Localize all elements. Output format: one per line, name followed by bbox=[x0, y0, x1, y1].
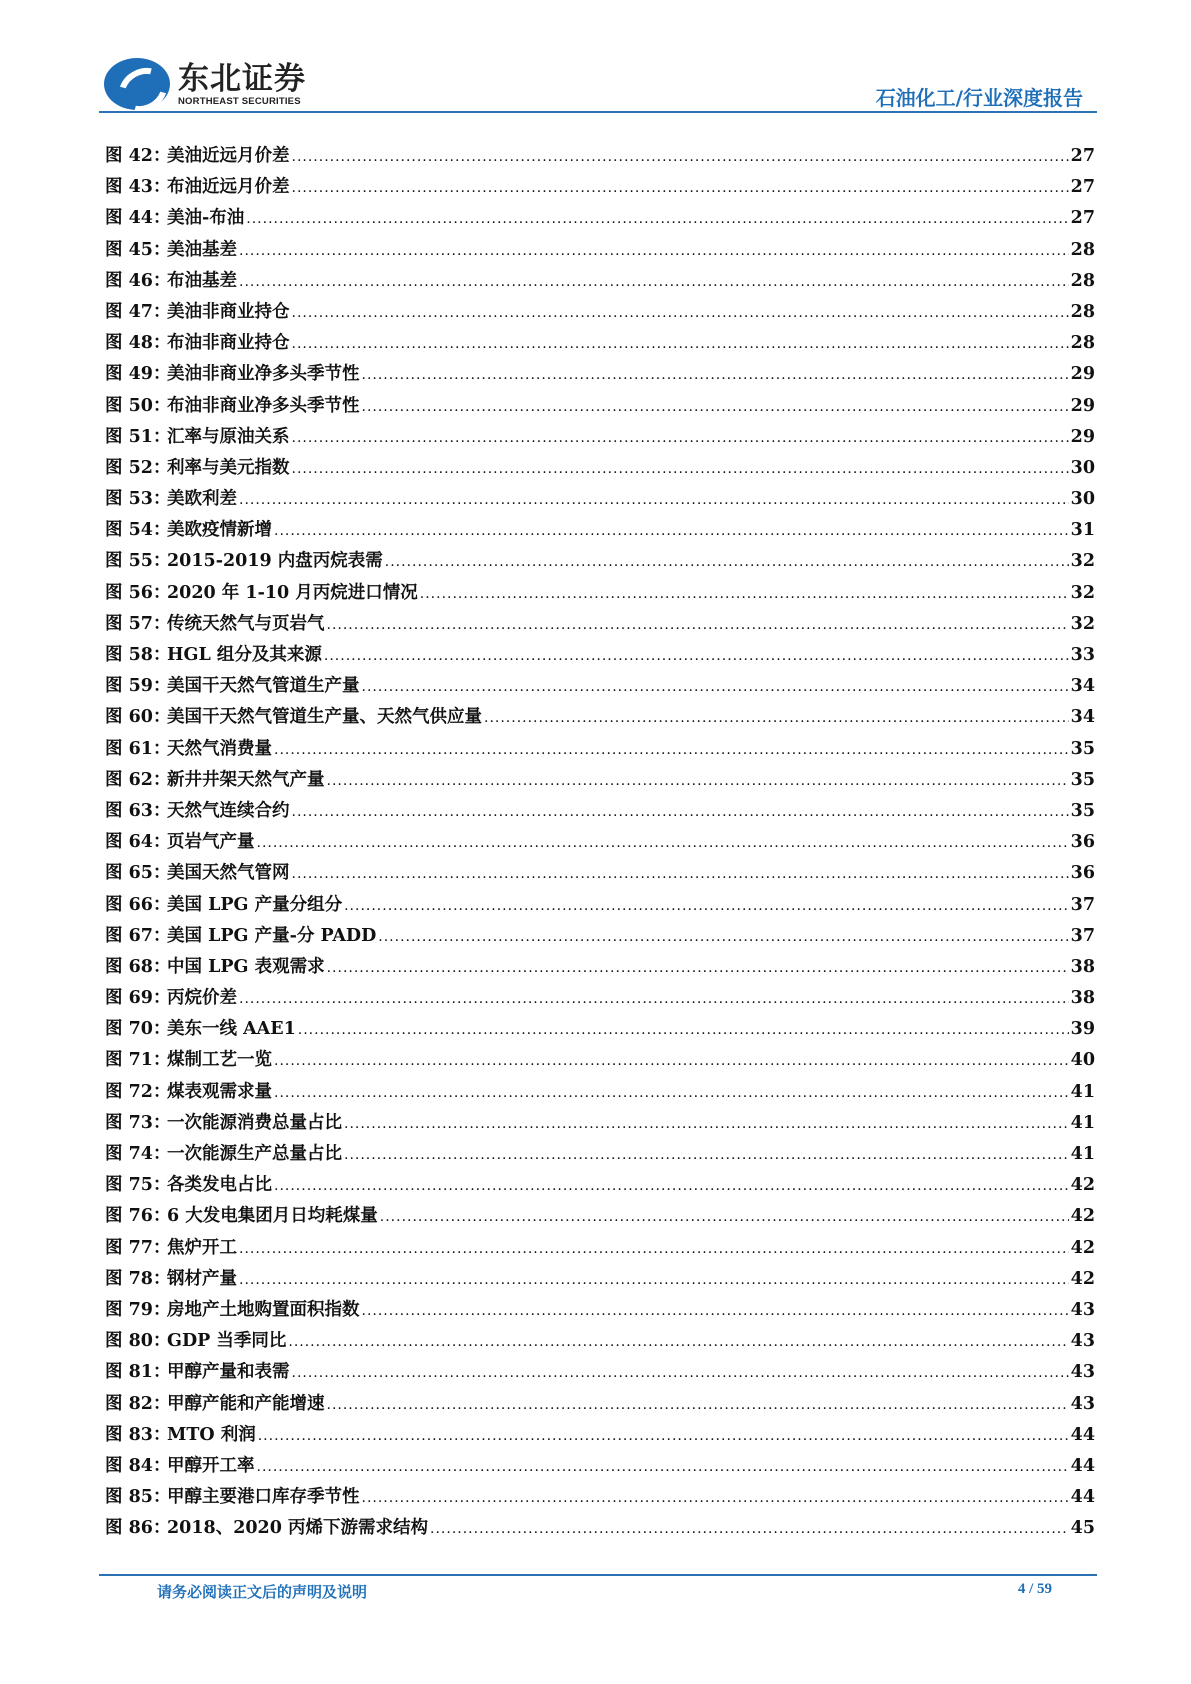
toc-entry[interactable] bbox=[105, 1015, 1095, 1046]
leader-dots bbox=[274, 523, 1069, 539]
figure-title: 美油-布油 bbox=[167, 208, 245, 229]
figure-number: 图 74： bbox=[105, 1144, 171, 1164]
leader-dots bbox=[292, 1365, 1069, 1381]
leader-dots bbox=[484, 710, 1069, 726]
page-ref: 30 bbox=[1070, 457, 1095, 478]
leader-dots bbox=[362, 1490, 1069, 1506]
toc-entry[interactable] bbox=[105, 953, 1095, 984]
toc-entry[interactable] bbox=[105, 1483, 1095, 1514]
figure-number: 图 44： bbox=[105, 208, 171, 229]
toc-entry[interactable] bbox=[105, 516, 1095, 547]
page-ref: 38 bbox=[1070, 956, 1095, 977]
leader-dots bbox=[239, 274, 1069, 290]
figure-title: 天然气消费量 bbox=[167, 738, 272, 759]
figure-number: 图 76： bbox=[105, 1206, 171, 1227]
figure-title: 美欧疫情新增 bbox=[167, 520, 272, 541]
toc-entry[interactable] bbox=[105, 1421, 1095, 1452]
toc-entry[interactable] bbox=[105, 797, 1095, 828]
page-ref: 38 bbox=[1070, 988, 1095, 1009]
figure-number: 图 62： bbox=[105, 769, 171, 790]
page-ref: 41 bbox=[1070, 1112, 1095, 1133]
figure-number: 图 79： bbox=[105, 1299, 171, 1320]
footer-divider bbox=[99, 1574, 1097, 1576]
leader-dots bbox=[246, 211, 1068, 227]
page-ref: 43 bbox=[1070, 1393, 1095, 1414]
leader-dots bbox=[298, 1022, 1069, 1038]
toc-entry[interactable] bbox=[105, 423, 1095, 454]
figure-title: 布油非商业净多头季节性 bbox=[167, 395, 360, 416]
toc-entry[interactable] bbox=[105, 828, 1095, 859]
footer-disclaimer: 请务必阅读正文后的声明及说明 bbox=[157, 1583, 368, 1601]
page-ref: 37 bbox=[1070, 894, 1095, 915]
toc-entry[interactable] bbox=[105, 1358, 1095, 1389]
toc-entry[interactable] bbox=[105, 891, 1095, 922]
figure-title: 2020 年 1-10 月丙烷进口情况 bbox=[167, 582, 418, 603]
figure-title: 6 大发电集团月日均耗煤量 bbox=[167, 1206, 378, 1227]
figure-number: 图 54： bbox=[105, 520, 171, 541]
figure-number: 图 61： bbox=[105, 738, 171, 759]
toc-entry[interactable] bbox=[105, 1296, 1095, 1327]
toc-entry[interactable] bbox=[105, 1514, 1095, 1545]
figure-title: 中国 LPG 表观需求 bbox=[167, 956, 325, 977]
leader-dots bbox=[292, 804, 1069, 820]
figure-number: 图 51： bbox=[105, 426, 171, 447]
figure-title: 美国干天然气管道生产量、天然气供应量 bbox=[167, 707, 482, 728]
figure-title: 2018、2020 丙烯下游需求结构 bbox=[167, 1518, 429, 1539]
page-ref: 44 bbox=[1070, 1455, 1095, 1476]
figure-title: 煤制工艺一览 bbox=[167, 1050, 272, 1071]
figure-number: 图 64： bbox=[105, 832, 171, 853]
figure-title: 美油非商业净多头季节性 bbox=[167, 364, 360, 385]
figure-number: 图 53： bbox=[105, 489, 171, 510]
figure-title: 丙烷价差 bbox=[167, 988, 237, 1009]
page-ref: 37 bbox=[1070, 925, 1095, 946]
toc-entry[interactable] bbox=[105, 236, 1095, 267]
page-ref: 41 bbox=[1070, 1081, 1095, 1102]
figure-title: 美东一线 AAE1 bbox=[167, 1019, 296, 1040]
leader-dots bbox=[288, 1334, 1068, 1350]
toc-entry[interactable] bbox=[105, 641, 1095, 672]
figure-title: HGL 组分及其来源 bbox=[167, 645, 322, 665]
figure-title: 利率与美元指数 bbox=[167, 457, 290, 478]
page-ref: 36 bbox=[1070, 863, 1095, 884]
figure-title: 一次能源生产总量占比 bbox=[167, 1144, 342, 1164]
toc-entry[interactable] bbox=[105, 454, 1095, 485]
figure-number: 图 68： bbox=[105, 956, 171, 977]
figure-title: 美国 LPG 产量分组分 bbox=[167, 894, 343, 915]
figure-title: 焦炉开工 bbox=[167, 1237, 237, 1258]
leader-dots bbox=[385, 554, 1069, 570]
leader-dots bbox=[362, 1303, 1069, 1319]
figure-number: 图 84： bbox=[105, 1455, 171, 1476]
toc-entry[interactable] bbox=[105, 610, 1095, 641]
toc-entry[interactable] bbox=[105, 1046, 1095, 1077]
figure-title: 美国 LPG 产量-分 PADD bbox=[167, 925, 377, 946]
figure-number: 图 59： bbox=[105, 676, 171, 697]
page-ref: 39 bbox=[1070, 1019, 1095, 1040]
page-ref: 45 bbox=[1070, 1518, 1095, 1539]
leader-dots bbox=[292, 336, 1069, 352]
toc-entry[interactable] bbox=[105, 1234, 1095, 1265]
page-ref: 44 bbox=[1070, 1487, 1095, 1508]
leader-dots bbox=[274, 1085, 1069, 1101]
figure-number: 图 80： bbox=[105, 1331, 171, 1352]
leader-dots bbox=[239, 492, 1069, 508]
toc-entry[interactable] bbox=[105, 485, 1095, 516]
figure-number: 图 67： bbox=[105, 925, 171, 946]
toc-entry[interactable] bbox=[105, 1078, 1095, 1109]
figure-number: 图 43： bbox=[105, 177, 171, 198]
leader-dots bbox=[274, 1053, 1069, 1069]
figure-title: 美欧利差 bbox=[167, 489, 237, 510]
figure-title: 页岩气产量 bbox=[167, 832, 255, 853]
toc-entry[interactable] bbox=[105, 1171, 1095, 1202]
leader-dots bbox=[239, 243, 1069, 259]
leader-dots bbox=[327, 617, 1069, 633]
leader-dots bbox=[430, 1521, 1069, 1537]
figure-title: 布油非商业持仓 bbox=[167, 333, 290, 354]
page-ref: 43 bbox=[1070, 1362, 1095, 1383]
figure-number: 图 57： bbox=[105, 613, 171, 634]
page-ref: 32 bbox=[1070, 613, 1095, 634]
leader-dots bbox=[292, 305, 1069, 321]
figure-number: 图 45： bbox=[105, 239, 171, 260]
page-ref: 29 bbox=[1070, 426, 1095, 447]
leader-dots bbox=[380, 1209, 1069, 1225]
toc-entry[interactable] bbox=[105, 984, 1095, 1015]
figure-title: 甲醇开工率 bbox=[167, 1455, 255, 1476]
figure-number: 图 82： bbox=[105, 1393, 171, 1414]
toc-entry[interactable] bbox=[105, 672, 1095, 703]
figure-number: 图 47： bbox=[105, 301, 171, 322]
leader-dots bbox=[257, 1459, 1069, 1475]
toc-entry[interactable] bbox=[105, 392, 1095, 423]
figure-number: 图 73： bbox=[105, 1112, 171, 1133]
leader-dots bbox=[257, 835, 1069, 851]
toc-entry[interactable] bbox=[105, 298, 1095, 329]
page-ref: 43 bbox=[1070, 1299, 1095, 1320]
figure-title: 美国干天然气管道生产量 bbox=[167, 676, 360, 697]
leader-dots bbox=[292, 461, 1069, 477]
figure-number: 图 81： bbox=[105, 1362, 171, 1383]
figure-number: 图 65： bbox=[105, 863, 171, 884]
figure-number: 图 86： bbox=[105, 1518, 171, 1539]
leader-dots bbox=[362, 679, 1069, 695]
figure-title: 甲醇产量和表需 bbox=[167, 1362, 290, 1383]
figure-table-of-contents bbox=[105, 142, 1095, 1545]
toc-entry[interactable] bbox=[105, 859, 1095, 890]
leader-dots bbox=[274, 742, 1069, 758]
leader-dots bbox=[292, 149, 1069, 165]
toc-entry[interactable] bbox=[105, 766, 1095, 797]
figure-title: 甲醇产能和产能增速 bbox=[167, 1393, 325, 1414]
figure-number: 图 58： bbox=[105, 645, 171, 665]
page-ref: 35 bbox=[1070, 800, 1095, 821]
figure-title: 美油非商业持仓 bbox=[167, 301, 290, 322]
toc-entry[interactable] bbox=[105, 1109, 1095, 1140]
toc-entry[interactable] bbox=[105, 1140, 1095, 1171]
figure-title: 甲醇主要港口库存季节性 bbox=[167, 1487, 360, 1508]
page-ref: 28 bbox=[1070, 333, 1095, 354]
figure-title: 煤表观需求量 bbox=[167, 1081, 272, 1102]
toc-entry[interactable] bbox=[105, 735, 1095, 766]
figure-title: 布油基差 bbox=[167, 270, 237, 291]
figure-number: 图 52： bbox=[105, 457, 171, 478]
figure-title: 传统天然气与页岩气 bbox=[167, 613, 325, 634]
figure-title: 钢材产量 bbox=[167, 1268, 237, 1289]
leader-dots bbox=[378, 929, 1068, 945]
toc-entry[interactable] bbox=[105, 922, 1095, 953]
figure-title: 房地产土地购置面积指数 bbox=[167, 1299, 360, 1320]
logo-english-name: NORTHEAST SECURITIES bbox=[178, 95, 301, 107]
leader-dots bbox=[324, 648, 1069, 664]
figure-number: 图 63： bbox=[105, 800, 171, 821]
page-ref: 32 bbox=[1070, 551, 1095, 572]
leader-dots bbox=[292, 430, 1069, 446]
figure-title: 2015-2019 内盘丙烷表需 bbox=[167, 551, 383, 572]
toc-entry[interactable] bbox=[105, 267, 1095, 298]
page-ref: 34 bbox=[1070, 707, 1095, 728]
figure-number: 图 56： bbox=[105, 582, 171, 603]
leader-dots bbox=[344, 898, 1069, 914]
page-ref: 36 bbox=[1070, 832, 1095, 853]
leader-dots bbox=[327, 960, 1069, 976]
figure-number: 图 49： bbox=[105, 364, 171, 385]
leader-dots bbox=[258, 1428, 1069, 1444]
figure-number: 图 69： bbox=[105, 988, 171, 1009]
toc-entry[interactable] bbox=[105, 579, 1095, 610]
page-ref: 28 bbox=[1070, 239, 1095, 260]
page-ref: 34 bbox=[1070, 676, 1095, 697]
page-ref: 43 bbox=[1070, 1331, 1095, 1352]
report-category-title: 石油化工/行业深度报告 bbox=[875, 86, 1083, 110]
figure-title: 各类发电占比 bbox=[167, 1175, 272, 1196]
toc-entry[interactable] bbox=[105, 1265, 1095, 1296]
page-ref: 28 bbox=[1070, 301, 1095, 322]
figure-title: 布油近远月价差 bbox=[167, 177, 290, 198]
figure-number: 图 48： bbox=[105, 333, 171, 354]
figure-title: 美油近远月价差 bbox=[167, 146, 290, 166]
leader-dots bbox=[274, 1178, 1069, 1194]
toc-entry[interactable] bbox=[105, 173, 1095, 204]
figure-title: MTO 利润 bbox=[167, 1424, 256, 1445]
figure-number: 图 60： bbox=[105, 707, 171, 728]
leader-dots bbox=[239, 1241, 1069, 1257]
page-ref: 31 bbox=[1070, 520, 1095, 541]
figure-number: 图 70： bbox=[105, 1019, 171, 1040]
figure-number: 图 50： bbox=[105, 395, 171, 416]
page-ref: 27 bbox=[1070, 177, 1095, 198]
figure-title: 美国天然气管网 bbox=[167, 863, 290, 884]
figure-number: 图 66： bbox=[105, 894, 171, 915]
page-ref: 44 bbox=[1070, 1424, 1095, 1445]
toc-entry[interactable] bbox=[105, 703, 1095, 734]
toc-entry[interactable] bbox=[105, 360, 1095, 391]
leader-dots bbox=[362, 399, 1069, 415]
page-ref: 41 bbox=[1070, 1144, 1095, 1164]
page-ref: 42 bbox=[1070, 1206, 1095, 1227]
page-ref: 27 bbox=[1070, 146, 1095, 166]
figure-title: 汇率与原油关系 bbox=[167, 426, 290, 447]
figure-title: GDP 当季同比 bbox=[167, 1331, 287, 1352]
page-ref: 42 bbox=[1070, 1268, 1095, 1289]
page-ref: 42 bbox=[1070, 1237, 1095, 1258]
leader-dots bbox=[420, 586, 1069, 602]
toc-entry[interactable] bbox=[105, 142, 1095, 173]
page-ref: 35 bbox=[1070, 769, 1095, 790]
figure-title: 新井井架天然气产量 bbox=[167, 769, 325, 790]
page-ref: 32 bbox=[1070, 582, 1095, 603]
page-ref: 29 bbox=[1070, 364, 1095, 385]
figure-number: 图 46： bbox=[105, 270, 171, 291]
toc-entry[interactable] bbox=[105, 1390, 1095, 1421]
toc-entry[interactable] bbox=[105, 547, 1095, 578]
leader-dots bbox=[344, 1116, 1069, 1132]
header-divider bbox=[99, 111, 1097, 113]
page-ref: 40 bbox=[1070, 1050, 1095, 1071]
figure-number: 图 77： bbox=[105, 1237, 171, 1258]
figure-number: 图 85： bbox=[105, 1487, 171, 1508]
page-ref: 27 bbox=[1070, 208, 1095, 229]
page-number: 4 / 59 bbox=[1017, 1581, 1052, 1597]
figure-title: 天然气连续合约 bbox=[167, 800, 290, 821]
leader-dots bbox=[327, 1397, 1069, 1413]
figure-number: 图 78： bbox=[105, 1268, 171, 1289]
leader-dots bbox=[344, 1147, 1069, 1163]
page-ref: 30 bbox=[1070, 489, 1095, 510]
logo-chinese-name: 东北证券 bbox=[178, 60, 306, 97]
figure-number: 图 75： bbox=[105, 1175, 171, 1196]
page-ref: 28 bbox=[1070, 270, 1095, 291]
toc-entry[interactable] bbox=[105, 1202, 1095, 1233]
leader-dots bbox=[327, 773, 1069, 789]
leader-dots bbox=[362, 367, 1069, 383]
figure-number: 图 72： bbox=[105, 1081, 171, 1102]
figure-number: 图 42： bbox=[105, 146, 171, 166]
page-ref: 35 bbox=[1070, 738, 1095, 759]
logo-icon bbox=[104, 58, 170, 110]
company-logo bbox=[104, 58, 306, 110]
leader-dots bbox=[292, 180, 1069, 196]
toc-entry[interactable] bbox=[105, 329, 1095, 360]
page-ref: 29 bbox=[1070, 395, 1095, 416]
figure-number: 图 71： bbox=[105, 1050, 171, 1071]
toc-entry[interactable] bbox=[105, 1327, 1095, 1358]
figure-number: 图 83： bbox=[105, 1424, 171, 1445]
page-ref: 42 bbox=[1070, 1175, 1095, 1196]
figure-title: 一次能源消费总量占比 bbox=[167, 1112, 342, 1133]
figure-number: 图 55： bbox=[105, 551, 171, 572]
leader-dots bbox=[292, 866, 1069, 882]
leader-dots bbox=[239, 1272, 1069, 1288]
leader-dots bbox=[239, 991, 1069, 1007]
toc-entry[interactable] bbox=[105, 1452, 1095, 1483]
page-ref: 33 bbox=[1070, 645, 1095, 665]
toc-entry[interactable] bbox=[105, 204, 1095, 235]
figure-title: 美油基差 bbox=[167, 239, 237, 260]
